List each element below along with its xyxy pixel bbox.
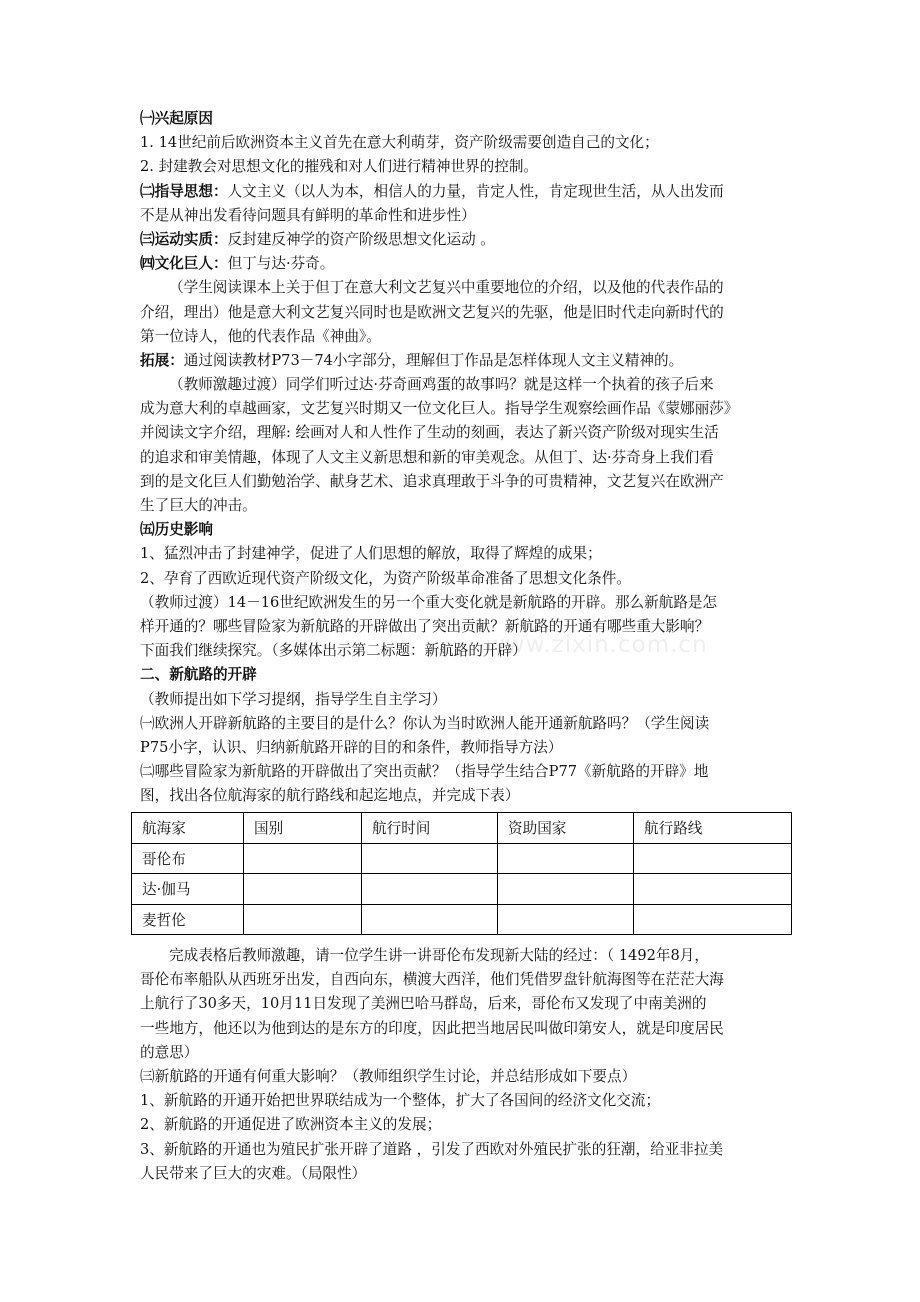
line-text: 并阅读文字介绍，理解: 绘画对人和人性作了生动的刻画，表达了新兴资产阶级对现实生活 [140, 424, 719, 442]
line-text: 介绍，理出）他是意大利文艺复兴同时也是欧洲文艺复兴的先驱，他是旧时代走向新时代的 [140, 303, 724, 321]
text-line [140, 204, 792, 228]
line-text: 2、孕育了西欧近现代资产阶级文化，为资产阶级革命准备了思想文化条件。 [140, 569, 631, 587]
line-text: 成为意大利的卓越画家，文艺复兴时期又一位文化巨人。指导学生观察绘画作品《蒙娜丽莎》 [140, 400, 739, 418]
text-line [140, 1017, 792, 1041]
table-cell [498, 874, 634, 905]
table-cell: 哥伦布 [132, 843, 244, 874]
text-line [140, 276, 792, 300]
table-header-cell: 航海家 [132, 813, 244, 844]
text-line [140, 107, 792, 131]
text-line [140, 301, 792, 325]
text-line [140, 1065, 792, 1089]
text-line [140, 591, 792, 615]
table-row [132, 904, 792, 935]
table-row [132, 874, 792, 905]
table-cell [362, 843, 498, 874]
line-text: （教师激趣过渡）同学们听过达·芬奇画鸡蛋的故事吗？就是这样一个执着的孩子后来 [169, 376, 714, 394]
text-line [140, 397, 792, 421]
table-cell [634, 843, 792, 874]
text-line [140, 712, 792, 736]
table-cell [244, 843, 362, 874]
text-line [140, 155, 792, 179]
watermark: www.zixin.com.cn [486, 632, 708, 658]
line-text: 1、新航路的开通开始把世界联结成为一个整体，扩大了各国间的经济文化交流； [140, 1092, 661, 1110]
line-text: ㈠欧洲人开辟新航路的主要目的是什么？你认为当时欧洲人能开通新航路吗？（学生阅读 [140, 714, 710, 732]
section-label: ㈢运动实质： [140, 230, 228, 248]
text-line [140, 1041, 792, 1065]
line-text: 上航行了30多天，10月11日发现了美洲巴哈马群岛，后来，哥伦布又发现了中南美洲的 [140, 995, 707, 1013]
table-header-row [132, 813, 792, 844]
text-line [140, 494, 792, 518]
text-line [140, 944, 792, 968]
navigator-table [131, 812, 792, 935]
line-text: 2. 封建教会对思想文化的摧残和对人们进行精神世界的控制。 [140, 158, 539, 176]
table-cell [362, 904, 498, 935]
line-text: 样开通的？哪些冒险家为新航路的开辟做出了突出贡献？新航路的开通有哪些重大影响？ [140, 617, 710, 635]
table-cell [244, 874, 362, 905]
text-line [140, 131, 792, 155]
text-line [140, 567, 792, 591]
text-block-1 [140, 107, 792, 808]
line-text: 到的是文化巨人们勤勉治学、献身艺术、追求真理敢于斗争的可贵精神，文艺复兴在欧洲产 [140, 472, 724, 490]
line-text: 人文主义（以人为本，相信人的力量，肯定人性，肯定现世生活，从人出发而 [227, 182, 724, 200]
text-line [140, 1113, 792, 1137]
line-text: 1. 14世纪前后欧洲资本主义首先在意大利萌芽，资产阶级需要创造自己的文化； [140, 134, 659, 152]
table-cell [244, 904, 362, 935]
line-text: ㈢新航路的开通有何重大影响？（教师组织学生讨论，并总结形成如下要点） [140, 1067, 637, 1085]
text-line [140, 736, 792, 760]
line-text: 3、新航路的开通也为殖民扩张开辟了道路 ，引发了西欧对外殖民扩张的狂潮，给亚非拉美 [140, 1140, 724, 1158]
table-row [132, 843, 792, 874]
line-text: 的意思） [140, 1043, 199, 1061]
line-text: 2、新航路的开通促进了欧洲资本主义的发展； [140, 1116, 442, 1134]
line-text: ㈡哪些冒险家为新航路的开辟做出了突出贡献？（指导学生结合P77《新航路的开辟》地 [140, 763, 709, 781]
text-line [140, 1089, 792, 1113]
text-line [140, 968, 792, 992]
line-text: 图，找出各位航海家的航行路线和起迄地点，并完成下表） [140, 787, 520, 805]
table-cell [498, 904, 634, 935]
line-text: 但丁与达·芬奇。 [227, 255, 335, 273]
text-line [140, 542, 792, 566]
section-label: ㈡指导思想： [140, 182, 228, 200]
line-text: 人民带来了巨大的灾难。（局限性） [140, 1164, 367, 1182]
text-line [140, 373, 792, 397]
line-text: 的追求和审美情趣，体现了人文主义新思想和新的审美观念。从但丁、达·芬奇身上我们看 [140, 448, 714, 466]
text-line [140, 518, 792, 542]
text-line [140, 784, 792, 808]
text-line [140, 992, 792, 1016]
line-text: （教师过渡）14－16世纪欧洲发生的另一个重大变化就是新航路的开辟。那么新航路是怎 [140, 593, 718, 611]
line-text: 反封建反神学的资产阶级思想文化运动 。 [227, 230, 495, 248]
section-heading: ㈠兴起原因 [140, 110, 213, 127]
text-line [140, 688, 792, 712]
line-text: P75小字，认识、归纳新航路开辟的目的和条件，教师指导方法） [140, 738, 563, 756]
text-line [140, 760, 792, 784]
text-line [140, 470, 792, 494]
section-heading: 二、新航路的开辟 [140, 666, 257, 684]
text-line [140, 446, 792, 470]
table-cell [362, 874, 498, 905]
text-line [140, 349, 792, 373]
table-cell: 达·伽马 [132, 874, 244, 905]
text-line [140, 252, 792, 276]
table-header-cell: 航行时间 [362, 813, 498, 844]
text-line [140, 421, 792, 445]
line-text: 通过阅读教材P73－74小字部分，理解但丁作品是怎样体现人文主义精神的。 [183, 351, 684, 369]
text-line [140, 228, 792, 252]
text-line [140, 639, 792, 663]
text-line [140, 180, 792, 204]
text-line [140, 663, 792, 687]
table-header-cell: 资助国家 [498, 813, 634, 844]
line-text: 一些地方，他还以为他到达的是东方的印度，因此把当地居民叫做印第安人，就是印度居民 [140, 1019, 724, 1037]
table-header-cell: 国别 [244, 813, 362, 844]
table-cell [634, 874, 792, 905]
line-text: 下面我们继续探究。（多媒体出示第二标题：新航路的开辟） [140, 642, 527, 660]
table-cell [634, 904, 792, 935]
line-text: 1、猛烈冲击了封建神学，促进了人们思想的解放，取得了辉煌的成果； [140, 545, 602, 563]
section-label: 拓展： [140, 351, 184, 369]
table-cell: 麦哲伦 [132, 904, 244, 935]
text-line [140, 1162, 792, 1186]
text-line [140, 325, 792, 349]
section-heading: ㈤历史影响 [140, 521, 213, 539]
section-label: ㈣文化巨人： [140, 255, 228, 273]
line-text: 第一位诗人，他的代表作品《神曲》。 [140, 327, 381, 345]
text-line [140, 1138, 792, 1162]
table-cell [498, 843, 634, 874]
line-text: （教师提出如下学习提纲，指导学生自主学习） [140, 690, 447, 708]
line-text: 不是从神出发看待问题具有鲜明的革命性和进步性） [140, 206, 476, 224]
line-text: 哥伦布率船队从西班牙出发，自西向东，横渡大西洋，他们凭借罗盘针航海图等在茫茫大海 [140, 971, 724, 989]
line-text: 完成表格后教师激趣，请一位学生讲一讲哥伦布发现新大陆的经过：（ 1492年8月， [169, 947, 709, 964]
line-text: 生了巨大的冲击。 [140, 497, 257, 514]
text-block-2 [140, 944, 792, 1186]
table-header-cell: 航行路线 [634, 813, 792, 844]
line-text: （学生阅读课本上关于但丁在意大利文艺复兴中重要地位的介绍，以及他的代表作品的 [169, 279, 724, 297]
text-line [140, 615, 792, 639]
